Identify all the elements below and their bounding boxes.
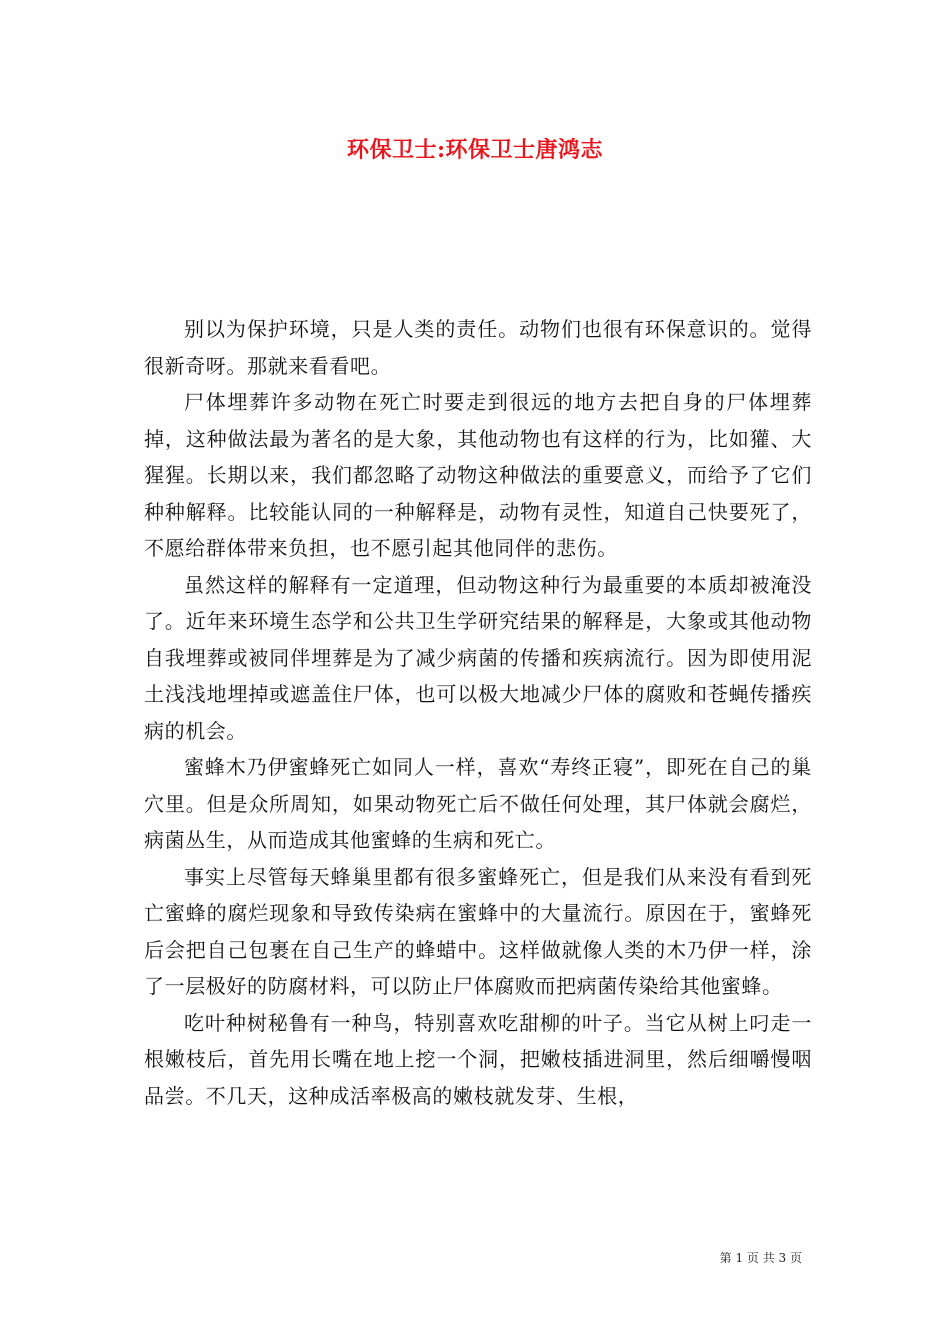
paragraph: 吃叶种树秘鲁有一种鸟，特别喜欢吃甜柳的叶子。当它从树上叼走一根嫩枝后，首先用长嘴在地上挖一个洞，把嫩枝插进洞里，然后细嚼慢咽品尝。不几天，这种成活率极高的嫩枝就发芽、生根， (144, 1010, 812, 1108)
paragraph: 尸体埋葬许多动物在死亡时要走到很远的地方去把自身的尸体埋葬掉，这种做法最为著名的是大象，其他动物也有这样的行为，比如獾、大猩猩。长期以来，我们都忽略了动物这种做法的重要意义，而给予了它们种种解释。比较能认同的一种解释是，动物有灵性，知道自己快要死了，不愿给群体带来负担，也不愿引起其他同伴的悲伤。 (144, 390, 812, 560)
paragraph: 虽然这样的解释有一定道理，但动物这种行为最重要的本质却被淹没了。近年来环境生态学和公共卫生学研究结果的解释是，大象或其他动物自我埋葬或被同伴埋葬是为了减少病菌的传播和疾病流行。因为即使用泥土浅浅地埋掉或遮盖住尸体，也可以极大地减少尸体的腐败和苍蝇传播疾病的机会。 (144, 572, 812, 743)
document-title: 环保卫士:环保卫士唐鸿志 (346, 137, 604, 163)
document-body (144, 311, 812, 1114)
paragraph: 别以为保护环境，只是人类的责任。动物们也很有环保意识的。觉得很新奇呀。那就来看看吧。 (144, 317, 812, 378)
page-number: 第 1 页 共 3 页 (719, 1251, 802, 1265)
paragraph: 事实上尽管每天蜂巢里都有很多蜜蜂死亡，但是我们从来没有看到死亡蜜蜂的腐烂现象和导致传染病在蜜蜂中的大量流行。原因在于，蜜蜂死后会把自己包裹在自己生产的蜂蜡中。这样做就像人类的木乃伊一样，涂了一层极好的防腐材料，可以防止尸体腐败而把病菌传染给其他蜜蜂。 (144, 864, 812, 998)
paragraph: 蜜蜂木乃伊蜜蜂死亡如同人一样，喜欢“寿终正寝”，即死在自己的巢穴里。但是众所周知，如果动物死亡后不做任何处理，其尸体就会腐烂，病菌丛生，从而造成其他蜜蜂的生病和死亡。 (144, 755, 812, 852)
